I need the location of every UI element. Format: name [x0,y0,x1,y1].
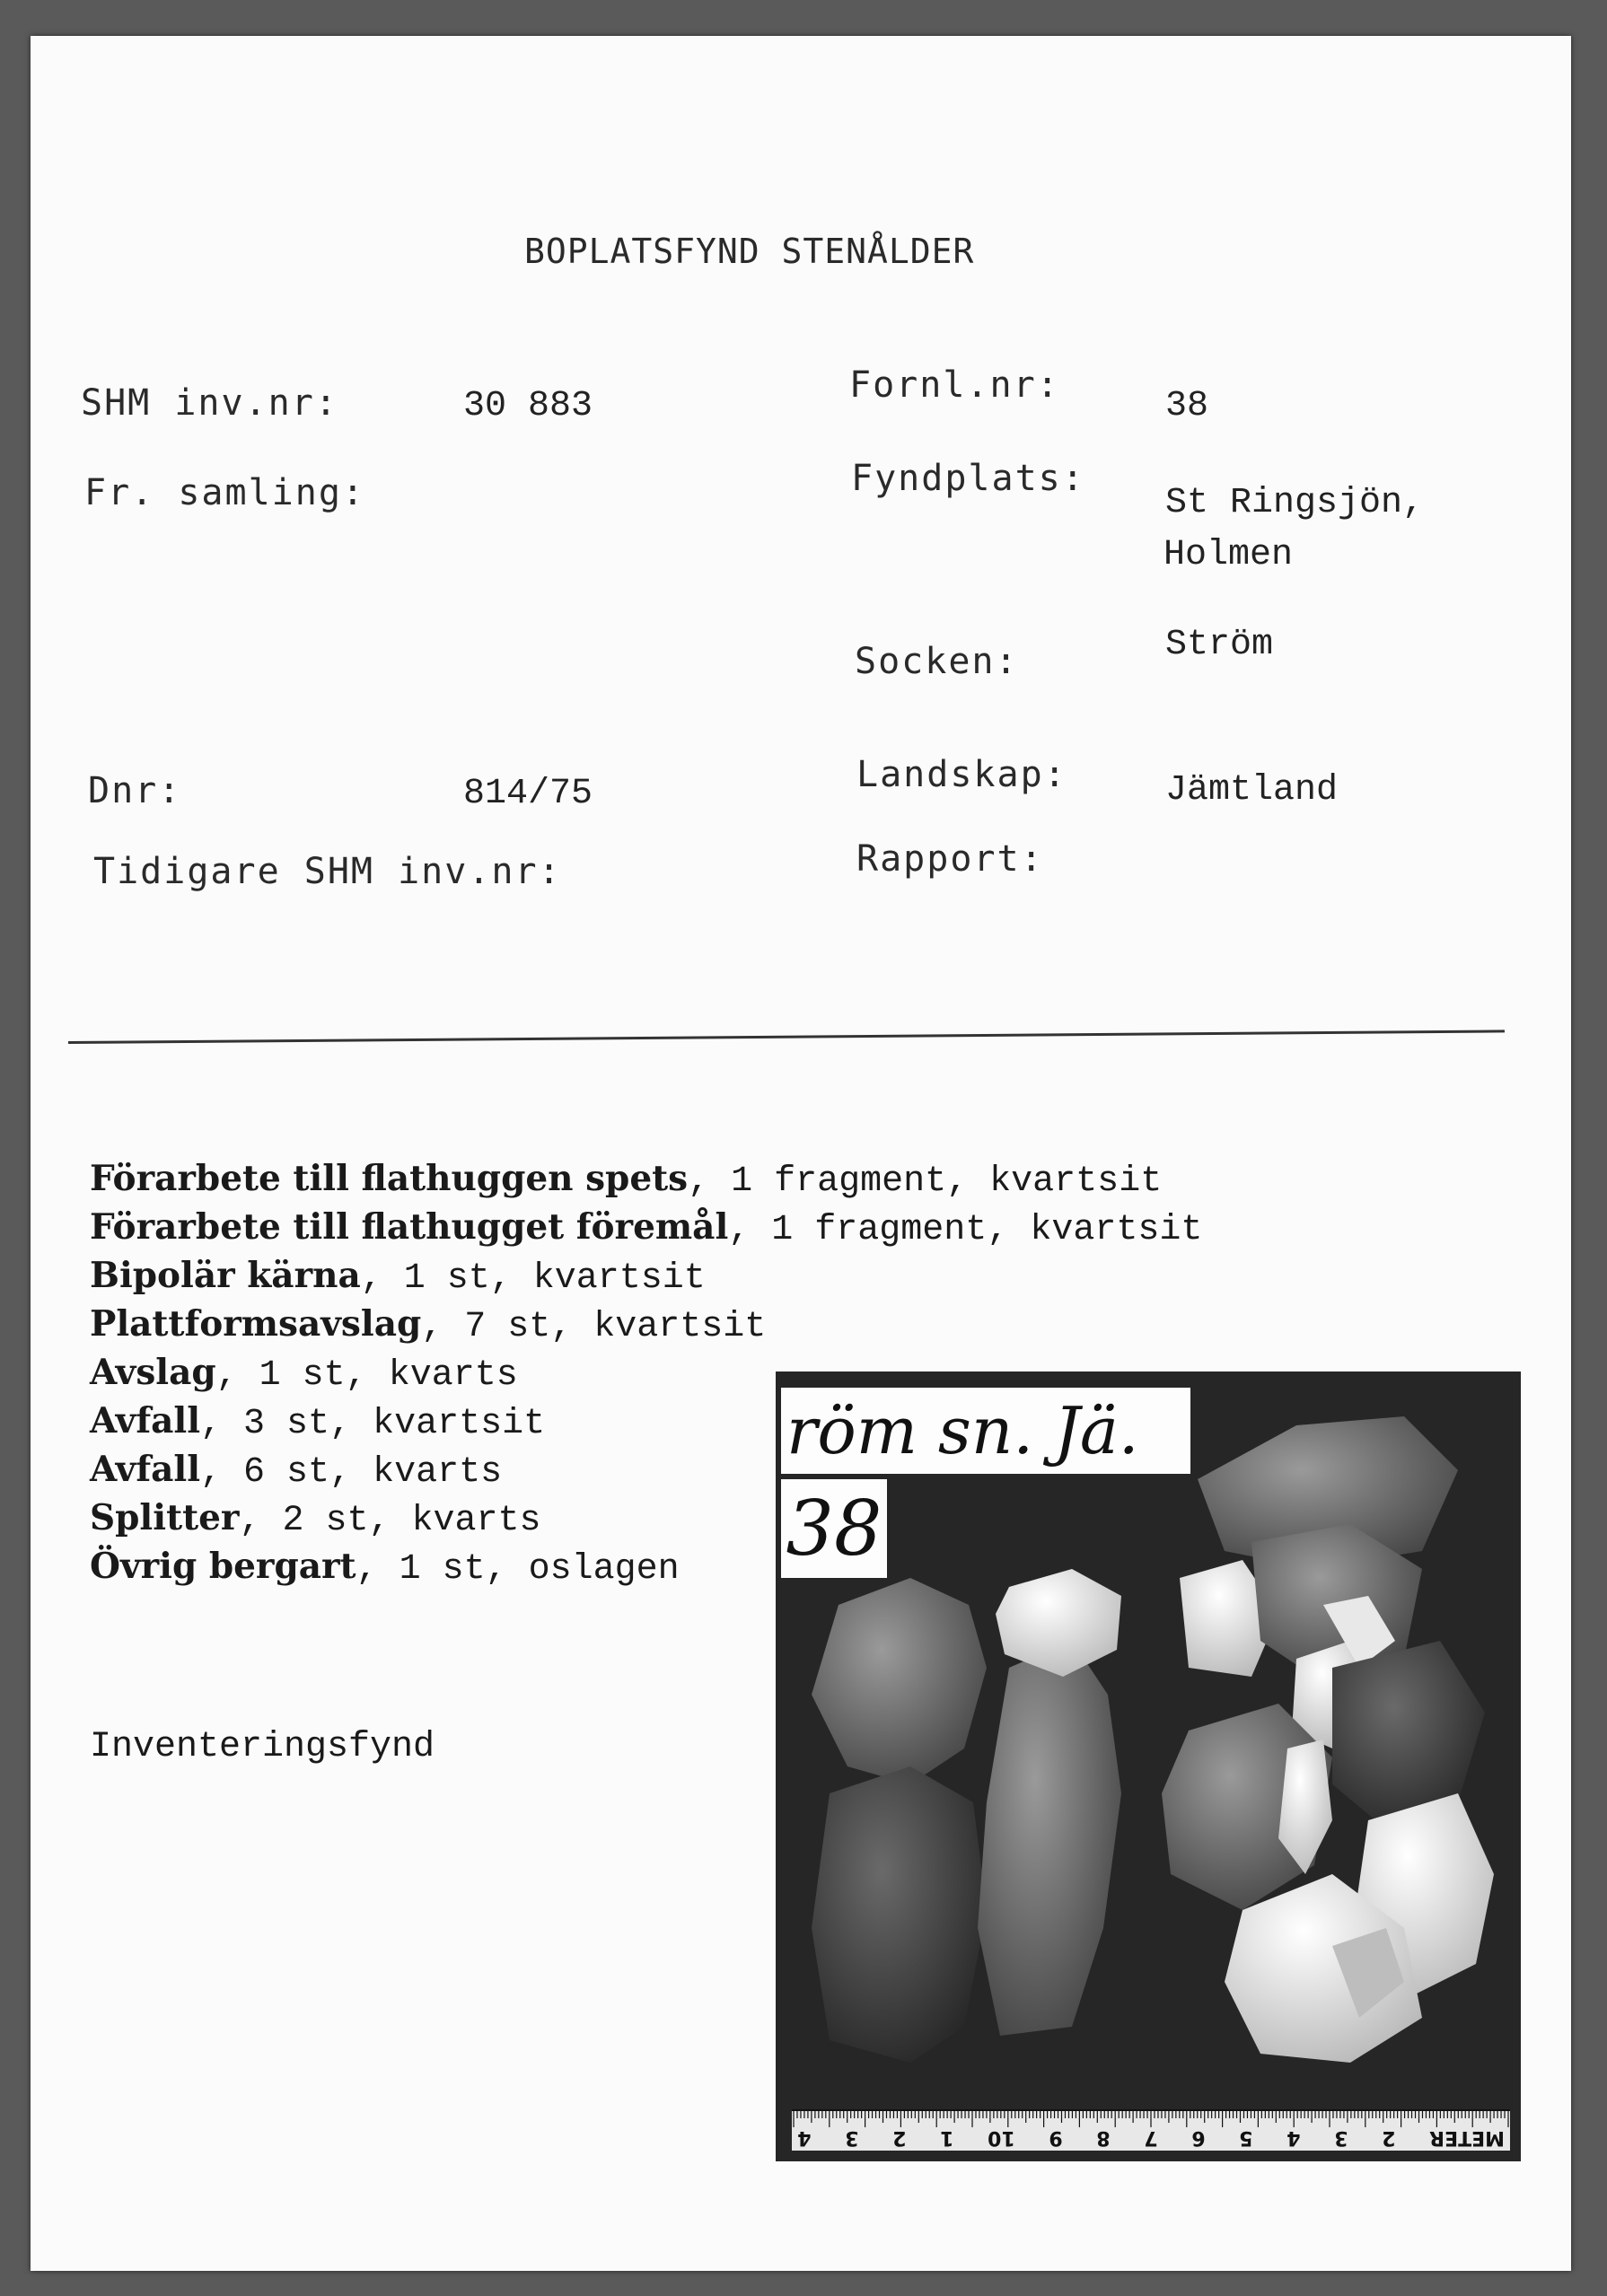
ruler-number: 9 [1049,2126,1063,2149]
tidigare-label: Tidigare SHM inv.nr: [93,851,562,892]
find-item: Bipolär kärna, 1 st, kvartsit [90,1255,706,1299]
measuring-ruler [792,2109,1510,2151]
find-item: Splitter, 2 st, kvarts [90,1497,541,1541]
landskap-value: Jämtland [1165,770,1339,811]
shm-inv-value: 30 883 [463,386,593,426]
fyndplats-value-line2: Holmen [1164,535,1294,575]
find-item: Plattformsavslag, 7 st, kvartsit [90,1303,767,1347]
find-item: Avslag, 1 st, kvarts [90,1352,518,1396]
ruler-number: 7 [1144,2126,1158,2149]
fornl-value: 38 [1165,386,1209,426]
photo-number: 38 [781,1479,887,1578]
find-item: Förarbete till flathuggen spets, 1 fragment, kvartsit [90,1158,1163,1202]
photo-label: röm sn. Jä. [781,1388,1190,1474]
stones-illustration [776,1371,1521,2161]
artifact-photo [776,1371,1521,2161]
find-item: Avfall, 3 st, kvartsit [90,1400,546,1444]
ruler-brand: METER [1429,2126,1505,2149]
socken-label: Socken: [855,641,1019,682]
note-text: Inventeringsfynd [90,1727,435,1767]
fyndplats-label: Fyndplats: [851,458,1085,499]
rapport-label: Rapport: [856,838,1044,880]
socken-value: Ström [1165,625,1274,665]
ruler-ticks [792,2111,1510,2127]
ruler-numbers [792,2126,1510,2149]
find-item: Förarbete till flathugget föremål, 1 fragment, kvartsit [90,1206,1203,1250]
fornl-label: Fornl.nr: [849,364,1060,406]
shm-inv-label: SHM inv.nr: [81,382,338,424]
find-item: Övrig bergart, 1 st, oslagen [90,1546,680,1590]
ruler-number: 2 [1382,2126,1396,2149]
ruler-number: 3 [845,2126,859,2149]
fyndplats-value-line1: St Ringsjön, [1165,483,1425,523]
ruler-number: 3 [1334,2126,1348,2149]
ruler-number: 8 [1096,2126,1111,2149]
ruler-number: 2 [892,2126,907,2149]
fr-samling-label: Fr. samling: [84,472,365,513]
dnr-label: Dnr: [88,770,182,811]
ruler-number: 10 [988,2126,1015,2149]
ruler-number: 5 [1239,2126,1253,2149]
card-title: BOPLATSFYND STENÅLDER [524,232,975,271]
dnr-value: 814/75 [463,774,593,814]
find-item: Avfall, 6 st, kvarts [90,1449,503,1493]
ruler-number: 4 [797,2126,812,2149]
ruler-number: 1 [940,2126,954,2149]
ruler-number: 4 [1286,2126,1301,2149]
landskap-label: Landskap: [856,754,1067,795]
ruler-number: 6 [1191,2126,1206,2149]
